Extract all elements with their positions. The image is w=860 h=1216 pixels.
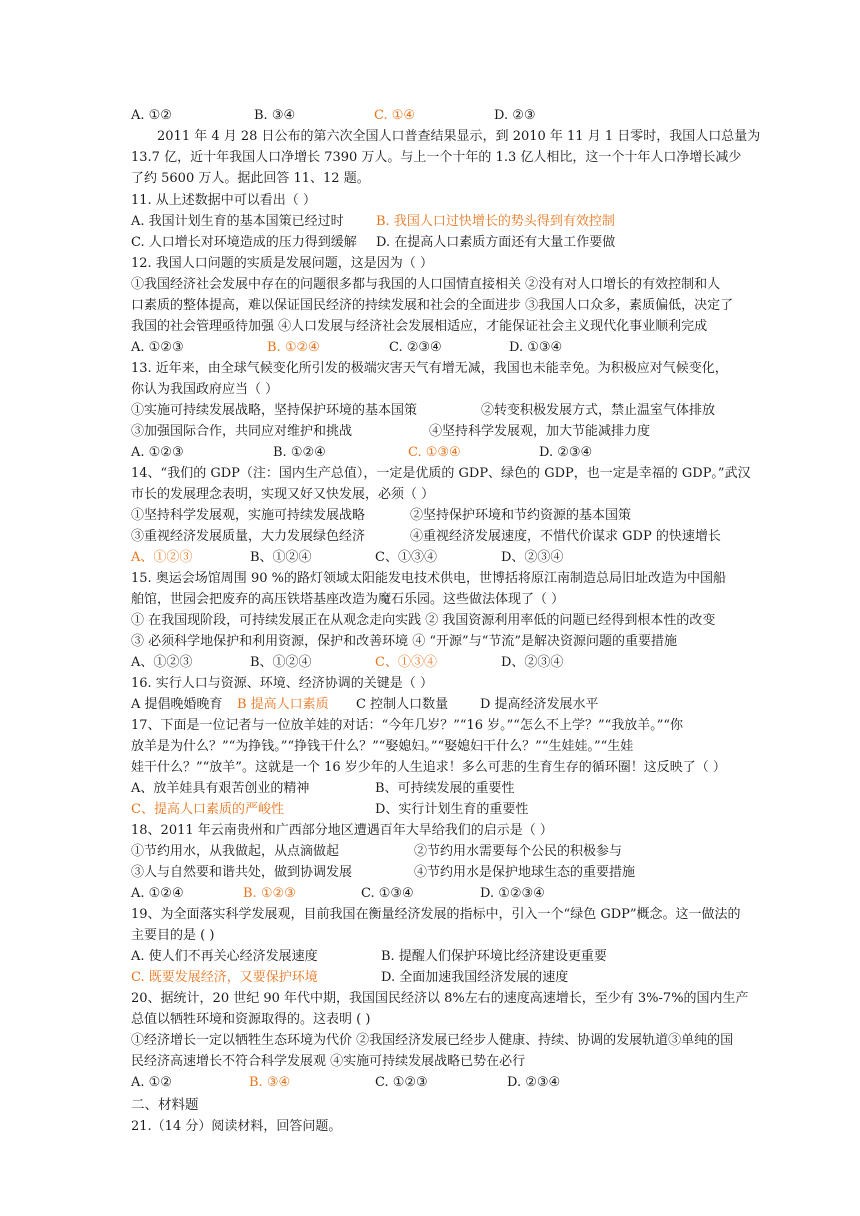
question-19-stem: 19、为全面落实科学发展观，目前我国在衡量经济发展的指标中，引入一个“绿色 GDP”概念。这一做法的 — [131, 907, 741, 922]
statement-3: ③重视经济发展质量，大力发展绿色经济 — [131, 529, 366, 544]
option-c: C 控制人口数量 — [356, 697, 449, 712]
option-a: A. ①②③ — [131, 340, 184, 355]
question-13-stem: 13. 近年来，由全球气候变化所引发的极端灾害天气有增无减，我国也未能幸免。为积极应对气候变化， — [131, 361, 728, 376]
question-18-stem: 18、2011 年云南贵州和广西部分地区遭遇百年大旱给我们的启示是（ ） — [131, 823, 553, 838]
question-body: ① 在我国现阶段，可持续发展正在从观念走向实践 ② 我国资源利用率低的问题已经得到根本性的改变 — [131, 613, 716, 628]
option-a: A. 使人们不再关心经济发展速度 — [131, 949, 318, 964]
statement-1: ①坚持科学发展观，实施可持续发展战略 — [131, 508, 366, 523]
option-b-answer: B. ③④ — [249, 1075, 291, 1090]
option-a: A. ①②④ — [131, 886, 184, 901]
option-a: A、放羊娃具有艰苦创业的精神 — [131, 781, 310, 796]
option-a-answer: A、①②③ — [131, 550, 193, 565]
option-d: D. 全面加速我国经济发展的速度 — [381, 970, 569, 985]
option-c: C. ①②③ — [375, 1075, 428, 1090]
question-body: ①我国经济社会发展中存在的问题很多都与我国的人口国情直接相关 ②没有对人口增长的有效控制和人 — [131, 277, 721, 292]
option-a: A、①②③ — [131, 655, 193, 670]
question-body: 民经济高速增长不符合科学发展观 ④实施可持续发展战略已势在必行 — [131, 1054, 526, 1069]
question-15-stem: 15. 奥运会场馆周围 90 %的路灯领域太阳能发电技术供电，世博括将原江南制造总局旧址改造为中国船 — [131, 571, 726, 586]
question-21-stem: 21.（14 分）阅读材料，回答问题。 — [131, 1119, 342, 1134]
question-19-stem: 主要目的是 ( ) — [131, 928, 215, 943]
option-c: C. ②③④ — [389, 340, 442, 355]
option-d: D. ②③④ — [539, 445, 593, 460]
option-b: B、可持续发展的重要性 — [375, 781, 515, 796]
statement-2: ②转变积极发展方式，禁止温室气体排放 — [481, 403, 716, 418]
option-d: D. ①③④ — [509, 340, 563, 355]
question-20-stem: 20、据统计，20 世纪 90 年代中期，我国国民经济以 8%左右的速度高速增长，至少有 3%-7%的国内生产 — [131, 991, 749, 1006]
option-a: A 提倡晚婚晚育 — [131, 697, 223, 712]
option-d: D、②③④ — [501, 550, 564, 565]
passage-line: 了约 5600 万人。据此回答 11、12 题。 — [131, 171, 370, 186]
option-d: D. ①②③④ — [480, 886, 545, 901]
option-c: C、①③④ — [375, 550, 437, 565]
option-b: B、①②④ — [250, 550, 312, 565]
option-b: B. ③④ — [254, 108, 296, 123]
option-a: A. ①② — [131, 1075, 172, 1090]
option-b: B. ①②④ — [273, 445, 326, 460]
option-d: D、实行计划生育的重要性 — [375, 802, 529, 817]
option-d: D 提高经济发展水平 — [480, 697, 599, 712]
option-d: D. 在提高人口素质方面还有大量工作要做 — [376, 235, 616, 250]
option-c-answer: C. ①④ — [374, 108, 416, 123]
option-b: B. 提醒人们保护环境比经济建设更重要 — [381, 949, 607, 964]
question-15-stem: 舶馆，世园会把废弃的高压铁塔基座改造为魔石乐园。这些做法体现了（ ） — [131, 592, 565, 607]
option-d: D. ②③ — [494, 108, 536, 123]
option-a: A. ①②③ — [131, 445, 184, 460]
option-a: A. ①② — [131, 108, 172, 123]
statement-4: ④节约用水是保护地球生态的重要措施 — [414, 865, 636, 880]
question-body: ③ 必须科学地保护和利用资源，保护和改善环境 ④ “开源”与“节流”是解决资源问题的重要措施 — [131, 634, 677, 649]
question-body: 我国的社会管理亟待加强 ④人口发展与经济社会发展相适应，才能保证社会主义现代化事业顺利完成 — [131, 319, 708, 334]
statement-1: ①节约用水，从我做起，从点滴做起 — [131, 844, 340, 859]
option-a: A. 我国计划生育的基本国策已经过时 — [131, 214, 344, 229]
statement-3: ③人与自然要和谐共处，做到协调发展 — [131, 865, 353, 880]
passage-line: 2011 年 4 月 28 日公布的第六次全国人口普查结果显示，到 2010 年 11 月 1 日零时，我国人口总量为 — [157, 129, 761, 144]
option-b-answer: B 提高人口素质 — [237, 697, 329, 712]
option-b-answer: B. ①②④ — [267, 340, 320, 355]
option-c-answer: C、提高人口素质的严峻性 — [131, 802, 284, 817]
question-17-stem: 娃干什么？”“放羊”。这就是一个 16 岁少年的人生追求！多么可悲的生育生存的循环圈！这反映了（ ） — [131, 760, 726, 775]
question-body: ①经济增长一定以牺牲生态环境为代价 ②我国经济发展已经步人健康、持续、协调的发展轨道③单纯的国 — [131, 1033, 734, 1048]
question-14-stem: 14、“我们的 GDP（注：国内生产总值），一定是优质的 GDP、绿色的 GDP，也一定是幸福的 GDP。”武汉 — [131, 466, 751, 481]
statement-1: ①实施可持续发展战略，坚持保护环境的基本国策 — [131, 403, 418, 418]
question-20-stem: 总值以牺牲环境和资源取得的。这表明 ( ) — [131, 1012, 371, 1027]
question-13-stem: 你认为我国政府应当（ ） — [131, 382, 279, 397]
option-b-answer: B. ①②③ — [243, 886, 296, 901]
passage-line: 13.7 亿，近十年我国人口净增长 7390 万人。与上一个十年的 1.3 亿人相比，这一个十年人口净增长减少 — [131, 150, 742, 165]
question-12-stem: 12. 我国人口问题的实质是发展问题，这是因为（ ） — [131, 256, 433, 271]
option-c-answer: C. 既要发展经济，又要保护环境 — [131, 970, 318, 985]
statement-4: ④重视经济发展速度，不惜代价谋求 GDP 的快速增长 — [410, 529, 721, 544]
question-17-stem: 放羊是为什么？”“为挣钱。”“挣钱干什么？”“娶媳妇。”“娶媳妇干什么？”“生娃娃。”“生娃 — [131, 739, 634, 754]
statement-2: ②节约用水需要每个公民的积极参与 — [414, 844, 623, 859]
option-b: B、①②④ — [250, 655, 312, 670]
option-d: D. ②③④ — [507, 1075, 561, 1090]
question-16-stem: 16. 实行人口与资源、环境、经济协调的关键是（ ） — [131, 676, 433, 691]
question-body: 口素质的整体提高，难以保证国民经济的持续发展和社会的全面进步 ③我国人口众多，素质偏低，决定了 — [131, 298, 734, 313]
statement-4: ④坚持科学发展观，加大节能减排力度 — [429, 424, 651, 439]
option-c-answer: C、①③④ — [375, 655, 437, 670]
statement-3: ③加强国际合作，共同应对维护和挑战 — [131, 424, 353, 439]
question-11-stem: 11. 从上述数据中可以看出（ ） — [131, 193, 316, 208]
option-c-answer: C. ①③④ — [408, 445, 461, 460]
question-14-stem: 市长的发展理念表明，实现又好又快发展，必须（ ） — [131, 487, 435, 502]
option-d: D、②③④ — [501, 655, 564, 670]
question-17-stem: 17、下面是一位记者与一位放羊娃的对话：“今年几岁？”“16 岁。”“怎么不上学？”“我放羊。”“你 — [131, 718, 684, 733]
option-b-answer: B. 我国人口过快增长的势头得到有效控制 — [376, 214, 615, 229]
option-c: C. 人口增长对环境造成的压力得到缓解 — [131, 235, 357, 250]
option-c: C. ①③④ — [361, 886, 414, 901]
section-heading: 二、材料题 — [131, 1097, 199, 1113]
statement-2: ②坚持保护环境和节约资源的基本国策 — [410, 508, 632, 523]
